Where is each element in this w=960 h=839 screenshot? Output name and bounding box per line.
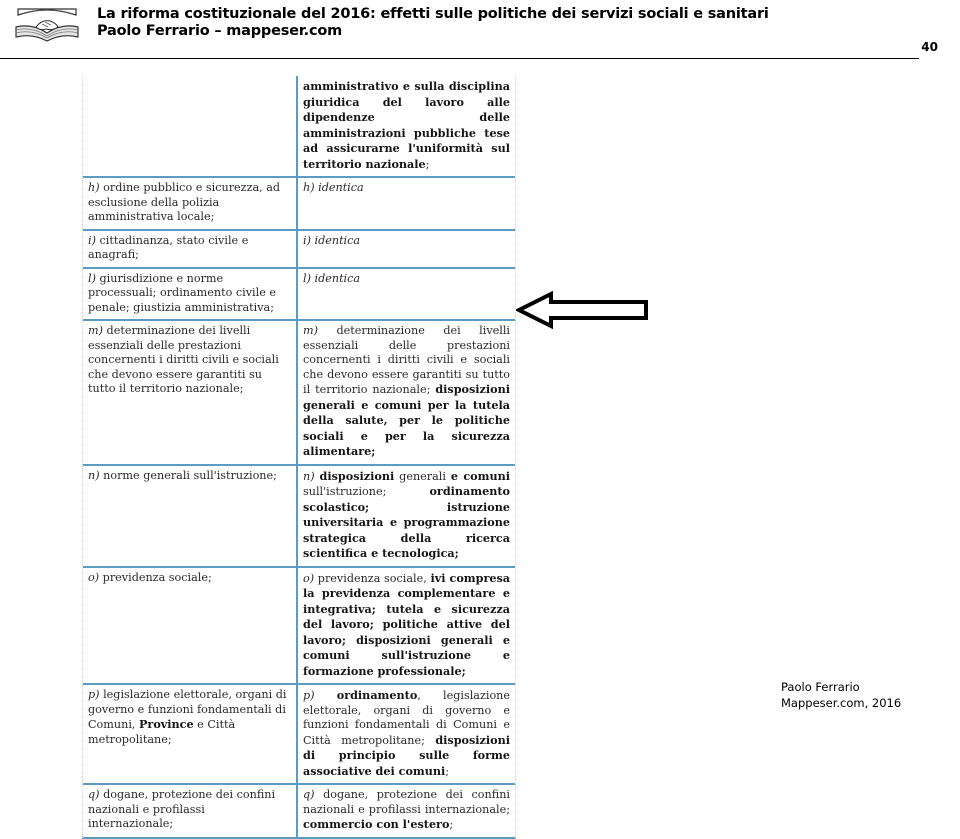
text-segment: norme generali sull'istruzione; xyxy=(99,468,277,482)
cell-2001-text xyxy=(83,465,297,567)
bold-text-segment: commercio con l'estero xyxy=(303,817,450,831)
text-segment: determinazione dei livelli essenziali delle prestazioni concernenti i diritti civili e sociali che devono essere garantiti su tutto il territorio nazionale; xyxy=(303,324,510,396)
italic-text-segment: p) xyxy=(88,688,100,701)
bold-text-segment: ordinamento scolastico; istruzione universitaria e programmazione strategica della ricerca scientifica e tecnologica; xyxy=(303,484,510,560)
text-segment: e Città metropolitane; xyxy=(88,718,236,746)
italic-text-segment: q) xyxy=(303,788,315,801)
italic-text-segment: p) xyxy=(303,689,315,702)
comparison-table xyxy=(83,76,515,837)
cell-2016-text xyxy=(297,465,515,567)
text-segment: ordine pubblico e sicurezza, ad esclusione della polizia amministrativa locale; xyxy=(88,181,281,223)
bold-text-segment: disposizioni di principio sulle forme associative dei comuni xyxy=(303,732,510,778)
italic-text-segment: h) identica xyxy=(303,181,364,194)
cell-2016-text xyxy=(297,76,515,177)
text-segment: giurisdizione e norme processuali; ordinamento civile e penale; giustizia amministrativa; xyxy=(88,271,277,314)
cell-2001-text xyxy=(83,684,297,784)
italic-text-segment: h) xyxy=(88,181,100,194)
cell-2016-text xyxy=(297,320,515,465)
slide-title-line1: La riforma costituzionale del 2016: effetti sulle politiche dei servizi sociali e sanitari xyxy=(97,6,769,22)
bold-text-segment: ordinamento xyxy=(336,688,418,702)
table-row xyxy=(83,320,515,465)
text-segment: , legislazione elettorale, organi di governo e funzioni fondamentali di Comuni e Città metropolitane; xyxy=(303,689,511,747)
text-segment: cittadinanza, stato civile e anagrafi; xyxy=(88,233,249,261)
header-divider xyxy=(0,58,919,59)
cell-2016-text xyxy=(297,268,515,321)
italic-text-segment: l) xyxy=(88,271,96,285)
bold-text-segment: disposizioni xyxy=(319,468,395,483)
footer-author: Paolo Ferrario xyxy=(781,680,860,694)
constitution-comparison-table xyxy=(82,76,516,839)
table-row xyxy=(83,268,515,321)
bold-text-segment: ivi compresa la previdenza complementare e integrativa; tutela e sicurezza del lavoro; politiche attive del lavoro; disposizioni generali e comuni sull'istruzione e formazione professionale; xyxy=(303,570,510,678)
cell-2001-text xyxy=(83,76,297,177)
slide-title-line2: Paolo Ferrario – mappeser.com xyxy=(97,23,343,39)
text-segment xyxy=(315,689,337,702)
italic-text-segment: n) xyxy=(88,468,100,482)
italic-text-segment: i) xyxy=(88,233,96,247)
text-segment: previdenza sociale, xyxy=(314,571,431,585)
cell-2001-text xyxy=(83,230,297,268)
text-segment: legislazione elettorale, organi di governo e funzioni fondamentali di Comuni, xyxy=(88,688,287,731)
table-row xyxy=(83,784,515,837)
text-segment: dogane, protezione dei confini nazionali e profilassi internazionale; xyxy=(88,788,276,830)
italic-text-segment: l) identica xyxy=(303,271,361,285)
open-book-handshake-logo-icon xyxy=(12,3,82,43)
text-segment: dogane, protezione dei confini nazionali e profilassi internazionale; xyxy=(303,788,510,816)
slide-title xyxy=(97,6,769,40)
table-row xyxy=(83,567,515,685)
cell-2016-text xyxy=(297,684,515,784)
cell-2016-text xyxy=(297,177,515,230)
footer-site-year: Mappeser.com, 2016 xyxy=(781,696,902,710)
bold-text-segment: disposizioni generali e comuni per la tutela della salute, per le politiche sociali e per la sicurezza alimentare; xyxy=(303,382,510,458)
table-row xyxy=(83,177,515,230)
italic-text-segment: q) xyxy=(88,788,100,801)
cell-2001-text xyxy=(83,567,297,685)
footer-credit xyxy=(781,679,901,711)
cell-2016-text xyxy=(297,784,515,837)
cell-2001-text xyxy=(83,784,297,837)
text-segment: generali xyxy=(394,469,451,483)
text-segment: sull'istruzione; xyxy=(303,485,430,498)
text-segment: determinazione dei livelli essenziali delle prestazioni concernenti i diritti civili e sociali che devono essere garantiti su tutto il territorio nazionale; xyxy=(88,324,279,395)
table-row xyxy=(83,230,515,268)
italic-text-segment: m) xyxy=(88,324,103,337)
table-row xyxy=(83,465,515,567)
text-segment: ; xyxy=(445,764,450,778)
text-segment: ; xyxy=(449,818,454,831)
text-segment: previdenza sociale; xyxy=(99,570,212,584)
italic-text-segment: o) xyxy=(88,570,100,584)
table-row xyxy=(83,76,515,177)
bold-text-segment: Province xyxy=(139,717,194,731)
page-number: 40 xyxy=(921,40,938,54)
italic-text-segment: n) xyxy=(303,469,315,483)
cell-2001-text xyxy=(83,320,297,465)
italic-text-segment: m) xyxy=(303,324,318,337)
cell-2001-text xyxy=(83,177,297,230)
italic-text-segment: o) xyxy=(303,571,315,585)
cell-2001-text xyxy=(83,268,297,321)
left-arrow-outline-icon xyxy=(516,291,650,329)
italic-text-segment: i) identica xyxy=(303,233,361,247)
cell-2016-text xyxy=(297,230,515,268)
bold-text-segment: amministrativo e sulla disciplina giuridica del lavoro alle dipendenze delle amministrazioni pubbliche tese ad assicurarne l'uniformità sul territorio nazionale xyxy=(303,79,510,171)
text-segment: ; xyxy=(425,157,430,171)
bold-text-segment: e comuni xyxy=(450,468,510,483)
cell-2016-text xyxy=(297,567,515,685)
table-row xyxy=(83,684,515,784)
